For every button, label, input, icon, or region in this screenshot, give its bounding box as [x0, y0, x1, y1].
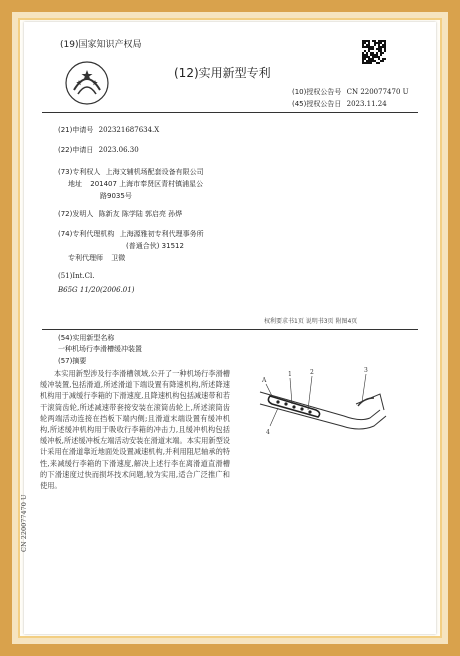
inventors-label: (72)发明人: [58, 210, 94, 218]
application-date: 2023.06.30: [98, 146, 139, 154]
address-label: 地址: [68, 180, 82, 188]
application-number: 202321687634.X: [98, 126, 160, 134]
agency: 上海源雅初专利代理事务所: [119, 230, 204, 238]
agent-label: 专利代理师: [68, 254, 103, 262]
figure-label-3: 3: [364, 367, 368, 374]
figure-label-1: 1: [288, 371, 292, 378]
cnipa-emblem-icon: [64, 60, 110, 106]
grant-number-row: [292, 88, 409, 97]
inventors: 陈新友 陈学陆 郭启亮 孙烨: [98, 210, 183, 218]
grant-date-row: [292, 100, 387, 109]
qr-code-icon: [362, 40, 386, 64]
ipc-label: (51)Int.Cl.: [58, 272, 95, 280]
patent-page: [20, 22, 436, 634]
office-name: (19)国家知识产权局: [60, 40, 142, 50]
header-rule: [42, 112, 418, 113]
utility-model-title: 一种机场行李滑槽缓冲装置: [58, 345, 142, 353]
agency-label: (74)专利代理机构: [58, 230, 115, 238]
address-row: [68, 180, 203, 189]
abstract-figure: [252, 364, 392, 444]
grant-date: 2023.11.24: [346, 100, 387, 108]
agency-line-2: (普通合伙) 31512: [126, 242, 184, 250]
side-publication-number: CN 220077470 U: [20, 494, 28, 552]
title-label: (54)实用新型名称: [58, 334, 115, 342]
grant-number: CN 220077470 U: [346, 88, 409, 96]
application-date-row: [58, 146, 139, 155]
agency-row: [58, 230, 204, 239]
patentee-label: (73)专利权人: [58, 168, 101, 176]
document-type: (12)实用新型专利: [174, 66, 271, 80]
agent: 卫微: [111, 254, 126, 262]
patentee-row: [58, 168, 204, 177]
agent-row: [68, 254, 125, 263]
ipc-code: B65G 11/20(2006.01): [58, 286, 135, 294]
inventors-row: [58, 210, 182, 219]
address-line-2: 路9035号: [100, 192, 132, 200]
page-count-line: 权利要求书1页 说明书3页 附图4页: [264, 318, 358, 325]
figure-label-2: 2: [310, 369, 314, 376]
application-date-label: (22)申请日: [58, 146, 94, 154]
section-rule: [42, 329, 418, 330]
patentee: 上海文辅机场配套设备有限公司: [105, 168, 204, 176]
application-number-row: [58, 126, 159, 135]
application-number-label: (21)申请号: [58, 126, 94, 134]
grant-number-label: (10)授权公告号: [292, 88, 342, 96]
abstract-label: (57)摘要: [58, 357, 87, 365]
address-line-1: 201407 上海市奉贤区青村镇浦星公: [90, 180, 204, 188]
abstract-text: 本实用新型涉及行李滑槽领域,公开了一种机场行李滑槽缓冲装置,包括滑道,所述滑道下端设置有降速机构,所述降速机构用于减缓行李箱的下滑速度,且降速机构包括减速带和若干滚筒齿轮,所述减速带套接安装在滚筒齿轮上,所述滚筒齿轮两端活动连接在挡板下端内侧;且滑道末端设置有缓冲机构,所述缓冲机构用于吸收行李箱的冲击力,且缓冲机构包括缓冲板,所述缓冲板左端活动安装在滑道末端。本实用新型设计采用在滑道靠近地面处设置减速机构,并利用阻尼轴承的特性,来减缓行李箱的下滑速度,解决上述行李在离滑道直滑槽的下滑速度过快而损坏技术问题,较为实用,适合广泛推广和使用。: [40, 369, 230, 491]
figure-label-a: A: [262, 377, 267, 384]
grant-date-label: (45)授权公告日: [292, 100, 342, 108]
figure-label-4: 4: [266, 429, 270, 436]
